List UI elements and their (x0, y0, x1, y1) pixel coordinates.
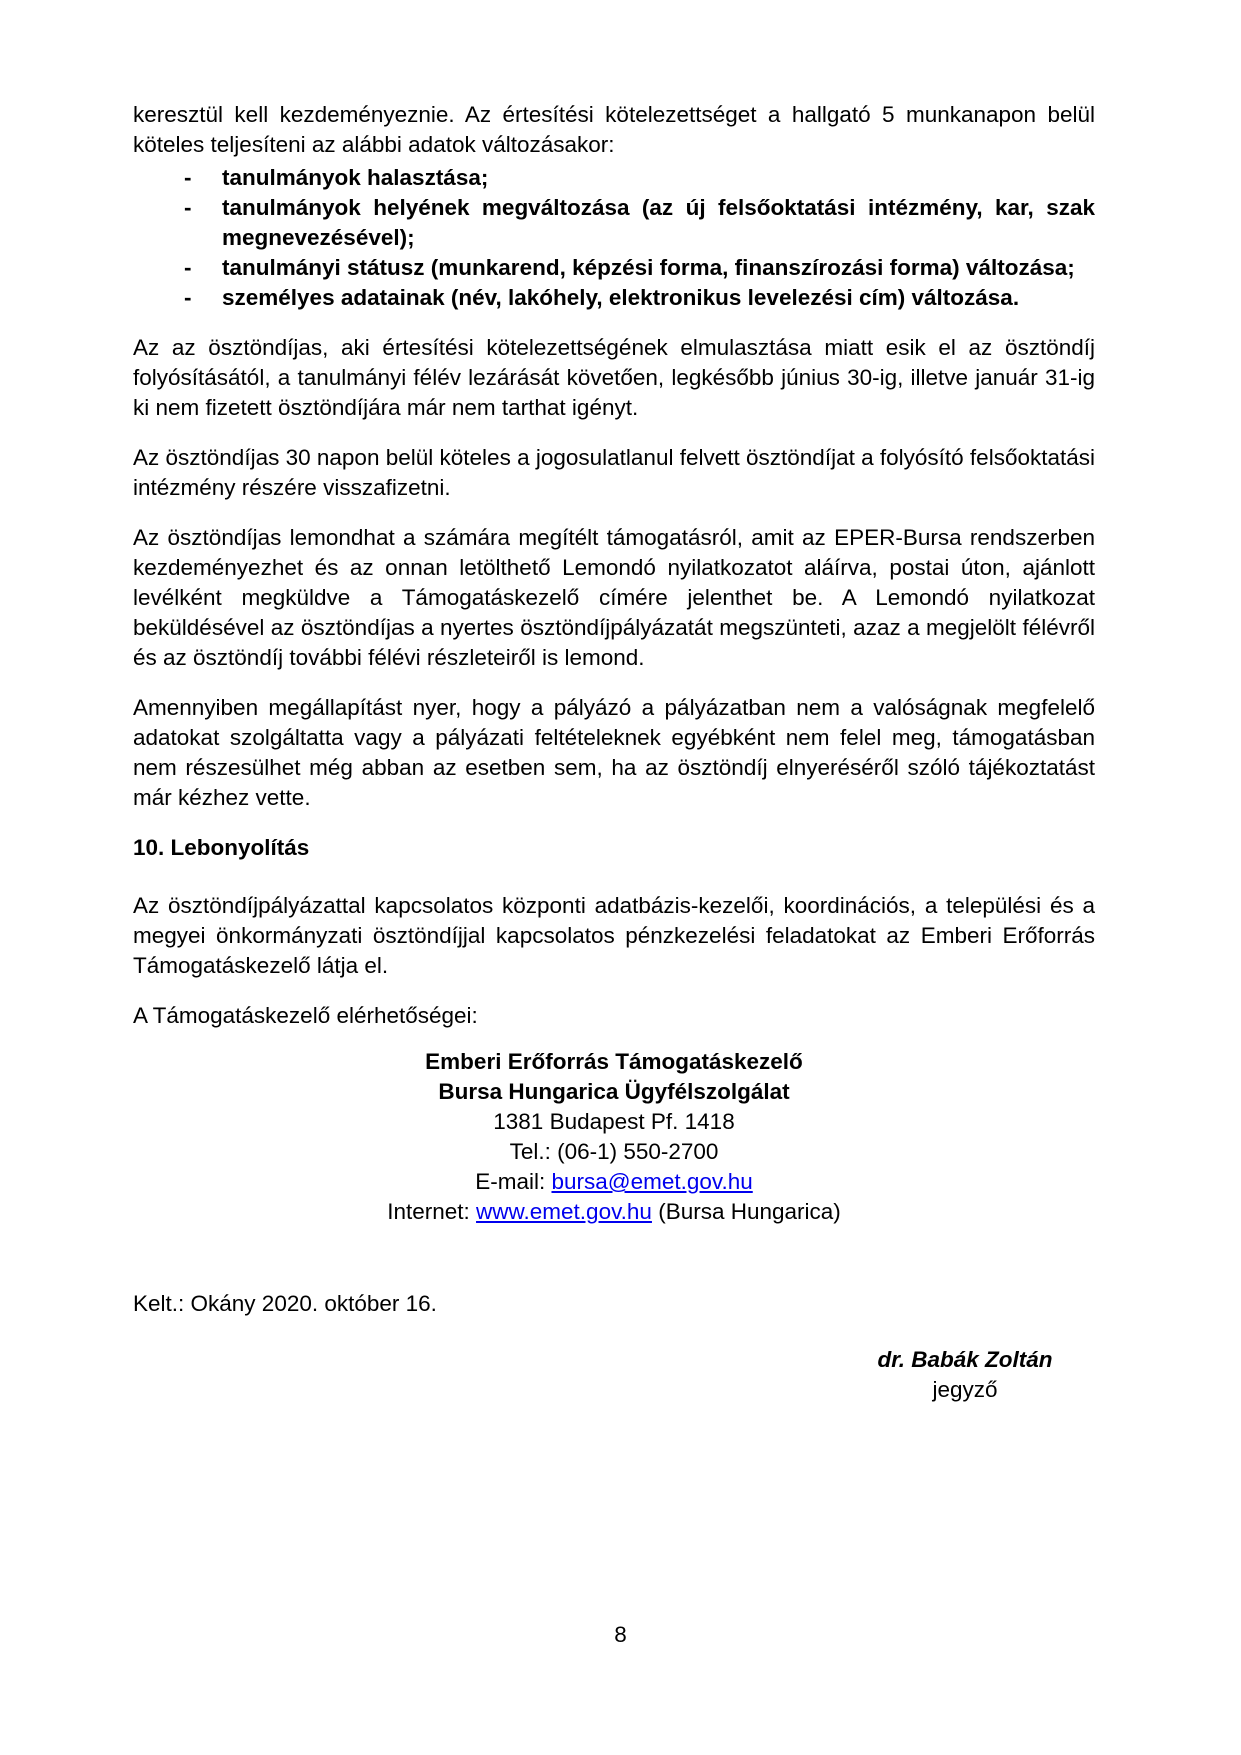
list-dash: - (184, 195, 192, 220)
contact-internet-line (133, 1197, 1095, 1227)
email-link[interactable]: bursa@emet.gov.hu (551, 1169, 753, 1194)
change-list (184, 163, 1095, 313)
list-item-text: tanulmányok helyének megváltozása (az új felsőoktatási intézmény, kar, szak megnevezésével); (222, 195, 1095, 250)
signer-name: dr. Babák Zoltán (877, 1347, 1053, 1372)
list-item-text: tanulmányi státusz (munkarend, képzési forma, finanszírozási forma) változása; (222, 255, 1075, 280)
email-label: E-mail: (475, 1169, 552, 1194)
paragraph-renunciation: Az ösztöndíjas lemondhat a számára megítélt támogatásról, amit az EPER-Bursa rendszerben kezdeményezhet és az onnan letölthető Lemondó nyilatkozatot aláírva, postai úton, ajánlott levélként megküldve a Támogatáskezelő címére jelenthet be. A Lemondó nyilatkozat beküldésével az ösztöndíjas a nyertes ösztöndíjpályázatát megszünteti, azaz a megjelölt félévről és az ösztöndíj további félévi részleteiről is lemond. (133, 525, 1095, 670)
list-dash: - (184, 285, 192, 310)
contact-address: 1381 Budapest Pf. 1418 (493, 1109, 735, 1134)
intro-paragraph: keresztül kell kezdeményeznie. Az értesítési kötelezettséget a hallgató 5 munkanapon belül köteles teljesíteni az alábbi adatok változásakor: (133, 102, 1095, 157)
list-item (184, 163, 1095, 193)
list-dash: - (184, 255, 192, 280)
list-dash: - (184, 165, 192, 190)
contacts-intro: A Támogatáskezelő elérhetőségei: (133, 1003, 478, 1028)
paragraph-implementation: Az ösztöndíjpályázattal kapcsolatos központi adatbázis-kezelői, koordinációs, a települési és a megyei önkormányzati ösztöndíjjal kapcsolatos pénzkezelési feladatokat az Emberi Erőforrás Támogatáskezelő látja el. (133, 893, 1095, 978)
contact-department: Bursa Hungarica Ügyfélszolgálat (438, 1079, 790, 1104)
list-item-text: tanulmányok halasztása; (222, 165, 489, 190)
list-item (184, 193, 1095, 253)
list-item (184, 283, 1095, 313)
paragraph-forfeit: Az az ösztöndíjas, aki értesítési kötelezettségének elmulasztása miatt esik el az ösztöndíj folyósításától, a tanulmányi félév lezárását követően, legkésőbb június 30-ig, illetve január 31-ig ki nem fizetett ösztöndíjára már nem tarthat igényt. (133, 335, 1095, 420)
section-heading: 10. Lebonyolítás (133, 835, 310, 860)
internet-label: Internet: (387, 1199, 477, 1224)
signer-title: jegyző (932, 1377, 998, 1402)
date-line: Kelt.: Okány 2020. október 16. (133, 1291, 437, 1316)
contact-org-name: Emberi Erőforrás Támogatáskezelő (425, 1049, 803, 1074)
website-link[interactable]: www.emet.gov.hu (476, 1199, 652, 1224)
contact-email-line (133, 1167, 1095, 1197)
signature-block (835, 1345, 1095, 1405)
contact-phone: Tel.: (06-1) 550-2700 (509, 1139, 719, 1164)
page-number: 8 (614, 1622, 627, 1647)
paragraph-repayment: Az ösztöndíjas 30 napon belül köteles a jogosulatlanul felvett ösztöndíjat a folyósító felsőoktatási intézmény részére visszafizetni. (133, 445, 1095, 500)
paragraph-false-data: Amennyiben megállapítást nyer, hogy a pályázó a pályázatban nem a valóságnak megfelelő adatokat szolgáltatta vagy a pályázati feltételeknek egyébként nem felel meg, támogatásban nem részesülhet még abban az esetben sem, ha az ösztöndíj elnyeréséről szóló tájékoztatást már kézhez vette. (133, 695, 1095, 810)
contact-block (133, 1047, 1095, 1227)
list-item (184, 253, 1095, 283)
website-note: (Bursa Hungarica) (651, 1199, 841, 1224)
list-item-text: személyes adatainak (név, lakóhely, elektronikus levelezési cím) változása. (222, 285, 1020, 310)
